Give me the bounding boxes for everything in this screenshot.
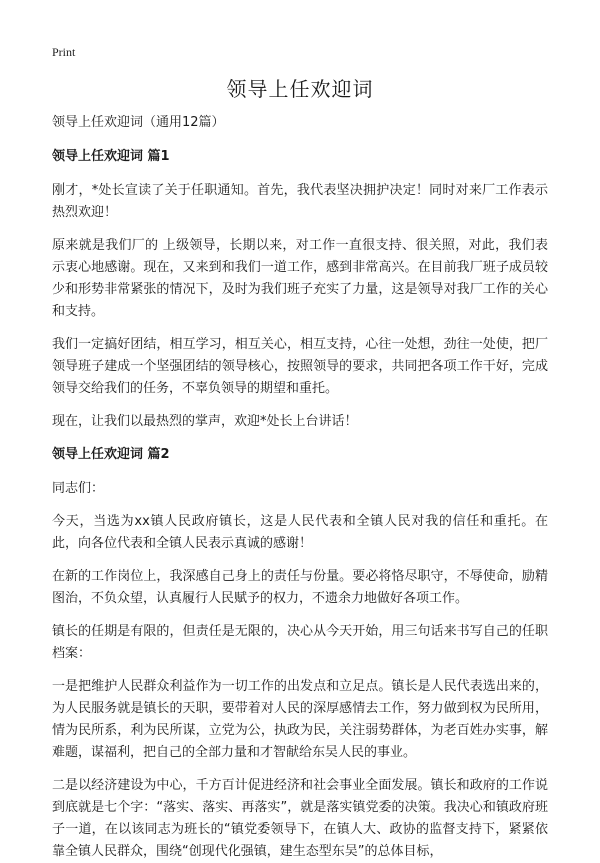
paragraph: 原来就是我们厂的 上级领导，长期以来，对工作一直很支持、很关照，对此，我们表示衷心地感谢。现在，又来到和我们一道工作，感到非常高兴。在目前我厂班子成员较少和形势非常紧张的情况下，及时为我们班子充实了力量，这是领导对我厂工作的关心和支持。 bbox=[52, 238, 548, 319]
print-label: Print bbox=[52, 45, 76, 59]
paragraph: 同志们： bbox=[52, 481, 105, 496]
section-1 bbox=[52, 146, 548, 433]
section-heading: 领导上任欢迎词 篇1 bbox=[52, 149, 170, 164]
paragraph: 镇长的任期是有限的，但责任是无限的，决心从今天开始，用三句话来书写自己的任职档案： bbox=[52, 624, 548, 661]
section-2 bbox=[52, 444, 548, 863]
paragraph: 我们一定搞好团结，相互学习，相互关心，相互支持，心往一处想，劲往一处使，把厂领导班子建成一个坚强团结的领导核心，按照领导的要求，共同把各项工作干好，完成领导交给我们的任务，不辜负领导的期望和重托。 bbox=[52, 337, 548, 396]
document-title: 领导上任欢迎词 bbox=[226, 77, 374, 101]
document-subtitle: 领导上任欢迎词（通用12篇） bbox=[52, 115, 225, 130]
paragraph: 二是以经济建设为中心，千方百计促进经济和社会事业全面发展。镇长和政府的工作说到底就是七个字：“落实、落实、再落实”，就是落实镇党委的决策。我决心和镇政府班子一道，在以该同志为班长的“镇党委领导下，在镇人大、政协的监督支持下，紧紧依靠全镇人民群众，围绕“创现代化强镇，建生态型东吴”的总体目标， bbox=[52, 778, 548, 859]
section-heading: 领导上任欢迎词 篇2 bbox=[52, 447, 170, 462]
paragraph: 刚才，*处长宣读了关于任职通知。首先，我代表坚决拥护决定！同时对来厂工作表示热烈欢迎！ bbox=[52, 183, 548, 220]
paragraph: 现在，让我们以最热烈的掌声，欢迎*处长上台讲话！ bbox=[52, 414, 358, 429]
paragraph: 在新的工作岗位上，我深感自己身上的责任与份量。要必将恪尽职守，不辱使命，励精图治，不负众望，认真履行人民赋予的权力，不遗余力地做好各项工作。 bbox=[52, 569, 548, 606]
paragraph: 一是把维护人民群众利益作为一切工作的出发点和立足点。镇长是人民代表选出来的，为人民服务就是镇长的天职，要带着对人民的深厚感情去工作，努力做到权为民所用，情为民所系，利为民所谋，立党为公，执政为民，关注弱势群体，为老百姓办实事，解难题，谋福利，把自己的全部力量和才智献给东吴人民的事业。 bbox=[52, 679, 548, 760]
paragraph: 今天，当选为xx镇人民政府镇长，这是人民代表和全镇人民对我的信任和重托。在此，向各位代表和全镇人民表示真诚的感谢！ bbox=[52, 514, 548, 551]
